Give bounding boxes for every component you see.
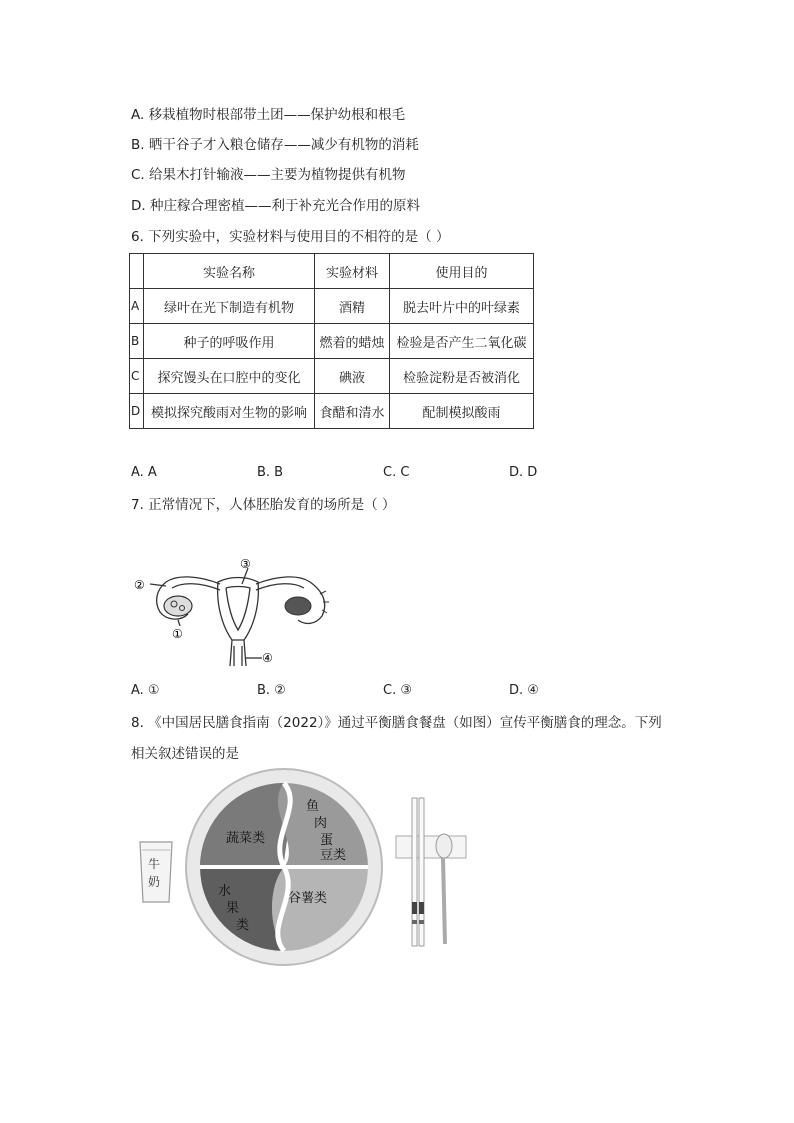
fish-label-2: 肉 [314,816,328,831]
q5-option-c: C. 给果木打针输液——主要为植物提供有机物 [131,167,406,183]
table-header-row [130,254,534,289]
veg-label: 蔬菜类 [226,831,266,846]
balanced-diet-plate [184,767,384,967]
label-2: ② [134,578,145,592]
table-cell: 绿叶在光下制造有机物 [144,289,315,324]
milk-glass [138,840,174,906]
label-3: ③ [240,557,251,571]
table-header-cell: 实验名称 [144,254,315,289]
table-cell: 探究馒头在口腔中的变化 [144,359,315,394]
q5-option-a: A. 移栽植物时根部带土团——保护幼根和根毛 [131,107,406,123]
milk-label-1: 牛 [148,857,161,871]
table-row [130,359,534,394]
label-4: ④ [262,651,273,665]
table-header-cell: 实验材料 [315,254,390,289]
table-header-cell [130,254,144,289]
table-cell: 燃着的蜡烛 [315,324,390,359]
q6-option-a[interactable]: A. A [131,465,157,480]
table-row [130,289,534,324]
q6-stem: 6. 下列实验中，实验材料与使用目的不相符的是（ ） [131,229,450,245]
fish-label-3: 蛋 [320,833,334,848]
table-cell: B [130,324,144,359]
q5-option-d: D. 种庄稼合理密植——利于补充光合作用的原料 [131,198,420,214]
q6-option-c[interactable]: C. C [383,465,410,480]
table-cell: 种子的呼吸作用 [144,324,315,359]
chopsticks-spoon [394,794,470,950]
q7-option-b[interactable]: B. ② [257,683,286,698]
table-cell: 检验淀粉是否被消化 [390,359,534,394]
grain-label: 谷薯类 [288,891,328,906]
q7-option-c[interactable]: C. ③ [383,683,412,698]
fruit-label-1: 水 [218,884,232,899]
table-cell: 食醋和清水 [315,394,390,429]
table-cell: 脱去叶片中的叶绿素 [390,289,534,324]
table-row [130,324,534,359]
table-row [130,394,534,429]
milk-label-2: 奶 [148,875,161,889]
table-cell: 配制模拟酸雨 [390,394,534,429]
q7-stem: 7. 正常情况下，人体胚胎发育的场所是（ ） [131,497,396,513]
fish-label-4: 豆类 [320,848,347,863]
uterus-diagram [130,554,340,672]
q6-experiment-table [129,253,534,429]
table-cell: A [130,289,144,324]
q8-stem-line1: 8. 《中国居民膳食指南（2022）》通过平衡膳食餐盘（如图）宣传平衡膳食的理念。下列 [131,715,662,731]
q7-option-d[interactable]: D. ④ [509,683,539,698]
q7-option-a[interactable]: A. ① [131,683,160,698]
table-cell: 检验是否产生二氧化碳 [390,324,534,359]
q6-option-d[interactable]: D. D [509,465,538,480]
table-cell: D [130,394,144,429]
fruit-label-2: 果 [226,901,240,916]
label-1: ① [172,627,183,641]
table-cell: 酒精 [315,289,390,324]
q8-stem-line2: 相关叙述错误的是 [131,746,239,762]
table-cell: C [130,359,144,394]
q6-option-b[interactable]: B. B [257,465,284,480]
table-cell: 模拟探究酸雨对生物的影响 [144,394,315,429]
table-header-cell: 使用目的 [390,254,534,289]
fish-label-1: 鱼 [306,799,320,814]
q5-option-b: B. 晒干谷子才入粮仓储存——减少有机物的消耗 [131,137,419,153]
table-cell: 碘液 [315,359,390,394]
fruit-label-3: 类 [236,918,250,933]
